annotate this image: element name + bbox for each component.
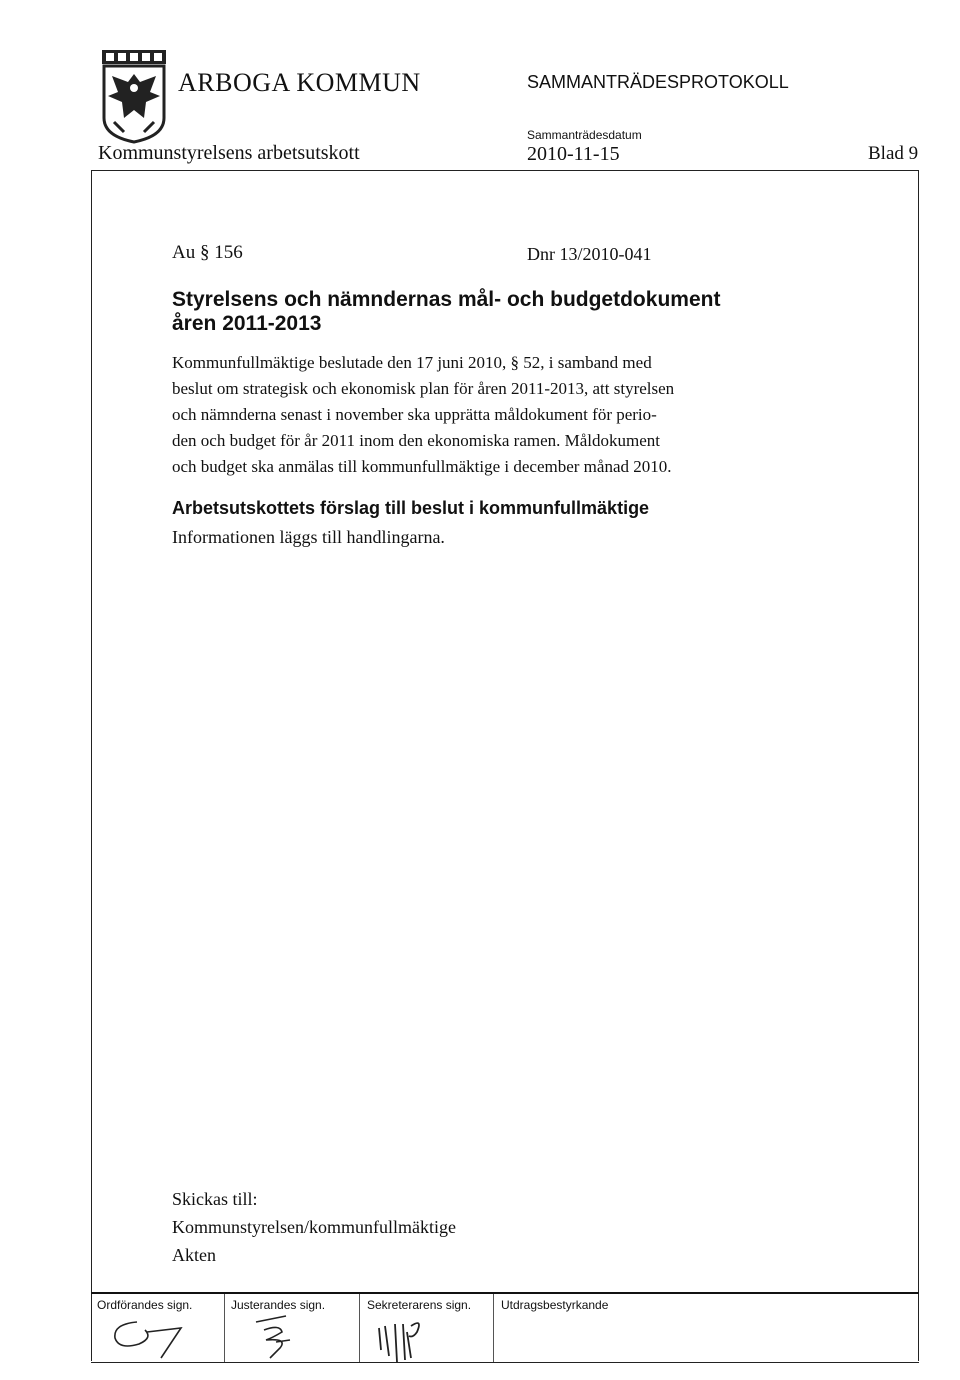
document-type: SAMMANTRÄDESPROTOKOLL bbox=[527, 72, 789, 92]
page-number: Blad 9 bbox=[868, 143, 919, 164]
section-reference: Au § 156 bbox=[172, 242, 243, 263]
signature-secretary-icon bbox=[371, 1310, 471, 1364]
item-body bbox=[172, 350, 872, 480]
committee-name: Kommunstyrelsens arbetsutskott bbox=[98, 142, 360, 164]
distribution-list bbox=[172, 1185, 456, 1269]
chair-sign-label: Ordförandes sign. bbox=[97, 1298, 193, 1312]
distribution-label: Skickas till: bbox=[172, 1189, 258, 1209]
diary-number: Dnr 13/2010-041 bbox=[527, 244, 652, 264]
distribution-recipient: Akten bbox=[172, 1245, 216, 1265]
proposal-heading: Arbetsutskottets förslag till beslut i kommunfullmäktige bbox=[172, 498, 650, 518]
secretary-sign-label: Sekreterarens sign. bbox=[367, 1298, 472, 1312]
signature-chair-icon bbox=[103, 1310, 203, 1360]
extract-certification-label: Utdragsbestyrkande bbox=[501, 1298, 609, 1312]
meeting-date: 2010-11-15 bbox=[527, 143, 620, 165]
meeting-date-label: Sammanträdesdatum bbox=[527, 128, 642, 142]
item-title-line: Styrelsens och nämndernas mål- och budgetdokument bbox=[172, 288, 721, 311]
proposal-text: Informationen läggs till handlingarna. bbox=[172, 527, 445, 547]
adjuster-sign-label: Justerandes sign. bbox=[231, 1298, 326, 1312]
body-line: Kommunfullmäktige beslutade den 17 juni 2010, § 52, i samband med bbox=[172, 353, 652, 372]
signature-divider bbox=[224, 1294, 225, 1362]
municipality-name: ARBOGA KOMMUN bbox=[178, 68, 421, 97]
body-line: beslut om strategisk och ekonomisk plan för åren 2011-2013, att styrelsen bbox=[172, 379, 675, 398]
signature-adjuster-icon bbox=[236, 1310, 336, 1360]
body-line: och nämnderna senast i november ska upprätta måldokument för perio- bbox=[172, 405, 657, 424]
signature-divider bbox=[493, 1294, 494, 1362]
body-line: och budget ska anmälas till kommunfullmäktige i december månad 2010. bbox=[172, 457, 672, 476]
body-line: den och budget för år 2011 inom den ekonomiska ramen. Måldokument bbox=[172, 431, 661, 450]
distribution-recipient: Kommunstyrelsen/kommunfullmäktige bbox=[172, 1217, 456, 1237]
signature-divider bbox=[359, 1294, 360, 1362]
item-title-line: åren 2011-2013 bbox=[172, 312, 322, 335]
coat-of-arms-eagle-icon bbox=[100, 48, 168, 144]
signature-footer bbox=[91, 1292, 919, 1363]
item-title bbox=[172, 288, 872, 336]
